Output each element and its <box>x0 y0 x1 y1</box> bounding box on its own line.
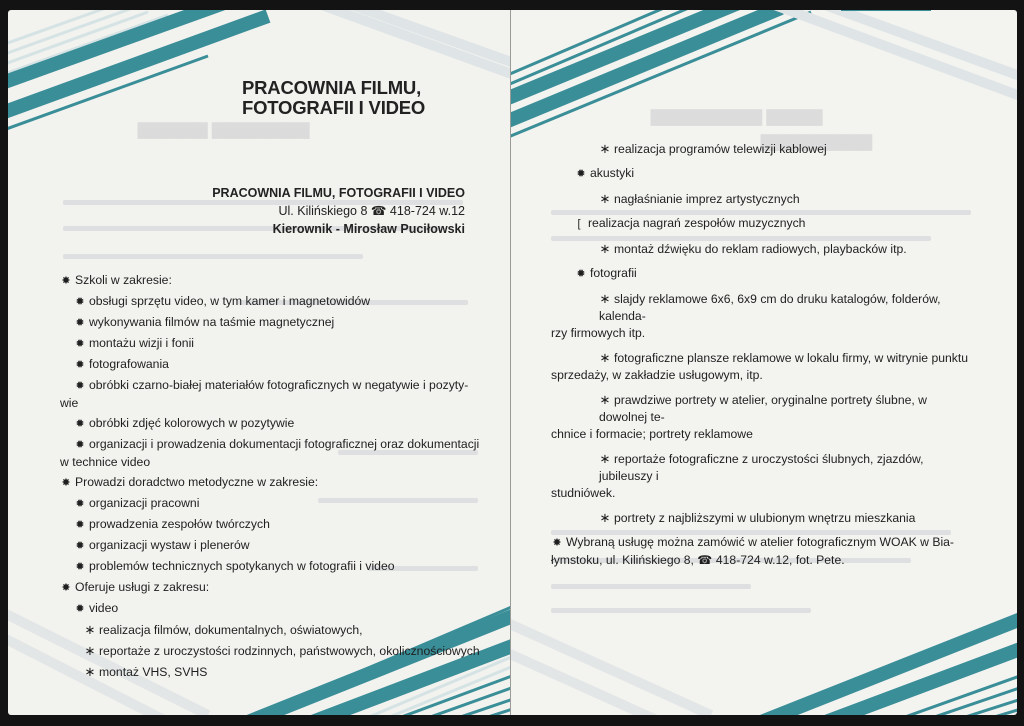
list-item <box>551 215 971 233</box>
show-through-line <box>551 584 751 589</box>
list-item-continuation: sprzedaży, w zakładzie usługowym, itp. <box>551 368 763 382</box>
left-page <box>8 10 510 715</box>
list-item <box>60 600 480 618</box>
list-item <box>60 356 480 374</box>
bullet-icon: ✹ <box>75 380 85 392</box>
services-list-left <box>60 272 480 684</box>
list-item-text: montażu wizji i fonii <box>89 336 194 350</box>
bullet-icon: ✹ <box>75 519 85 531</box>
list-item <box>551 349 971 384</box>
list-item-text: Wybraną usługę można zamówić w atelier fotograficznym WOAK w Bia- <box>566 535 954 549</box>
bullet-icon: [ <box>577 218 581 230</box>
bullet-icon: ✸ <box>61 582 71 594</box>
list-item-text: organizacji pracowni <box>89 496 200 510</box>
list-item <box>60 474 480 492</box>
right-page <box>511 10 1017 715</box>
list-item-text: fotografowania <box>89 357 169 371</box>
list-item-text: montaż VHS, SVHS <box>99 665 208 679</box>
list-item-continuation: łymstoku, ul. Kilińskiego 8, ☎ 418-724 w.12, fot. Pete. <box>551 553 845 567</box>
list-item-text: obsługi sprzętu video, w tym kamer i magnetowidów <box>89 294 371 308</box>
list-item-text: realizacja filmów, dokumentalnych, oświatowych, <box>99 623 363 637</box>
contact-name: PRACOWNIA FILMU, FOTOGRAFII I VIDEO <box>212 186 465 200</box>
list-item <box>551 290 971 342</box>
list-item <box>60 293 480 311</box>
services-list-right <box>551 140 971 576</box>
show-through-text: ▆▆▆▆▆▆▆ ▆▆▆▆▆ <box>138 118 310 138</box>
list-item-continuation: chnice i formacie; portrety reklamowe <box>551 427 753 441</box>
show-through-line <box>63 254 363 259</box>
list-item <box>60 537 480 555</box>
bullet-icon: ✹ <box>75 498 85 510</box>
list-item <box>60 495 480 513</box>
list-item <box>60 314 480 332</box>
bullet-icon: ✸ <box>61 275 71 287</box>
list-item-text: realizacja programów telewizji kablowej <box>614 142 827 156</box>
list-item-text: realizacja nagrań zespołów muzycznych <box>588 216 806 230</box>
list-item-text: Prowadzi doradctwo metodyczne w zakresie: <box>75 475 319 489</box>
list-item-text: montaż dźwięku do reklam radiowych, playbacków itp. <box>614 242 907 256</box>
asterisk-icon: ∗ <box>599 451 611 466</box>
bullet-icon: ✹ <box>75 296 85 308</box>
list-item <box>551 165 971 183</box>
list-item-text: Szkoli w zakresie: <box>75 273 172 287</box>
contact-address: Ul. Kilińskiego 8 ☎ 418-724 w.12 <box>278 204 465 218</box>
list-item-text: prowadzenia zespołów twórczych <box>89 517 270 531</box>
list-item-text: obróbki czarno-białej materiałów fotograficznych w negatywie i pozyty- <box>89 378 469 392</box>
show-through-text: ▆▆▆▆ ▆▆▆▆▆▆▆▆ <box>651 105 823 125</box>
list-item-text: Oferuje usługi z zakresu: <box>75 580 210 594</box>
list-item-text: organizacji i prowadzenia dokumentacji fotograficznej oraz dokumentacji <box>89 437 480 451</box>
list-item-text: obróbki zdjęć kolorowych w pozytywie <box>89 416 295 430</box>
bullet-icon: ✸ <box>61 477 71 489</box>
title-line: FOTOGRAFII I VIDEO <box>242 97 426 118</box>
asterisk-icon: ∗ <box>599 191 611 206</box>
list-item <box>60 663 480 681</box>
list-item-text: wykonywania filmów na taśmie magnetycznej <box>89 315 335 329</box>
page-title <box>242 78 502 118</box>
asterisk-icon: ∗ <box>84 622 96 637</box>
asterisk-icon: ∗ <box>599 392 611 407</box>
list-item-text: video <box>89 601 119 615</box>
list-item <box>551 140 971 158</box>
list-item-continuation: w technice video <box>60 455 151 469</box>
list-item-text: nagłaśnianie imprez artystycznych <box>614 192 800 206</box>
asterisk-icon: ∗ <box>84 643 96 658</box>
bullet-icon: ✸ <box>552 537 562 549</box>
bullet-icon: ✹ <box>75 561 85 573</box>
bullet-icon: ✹ <box>576 168 586 180</box>
list-item <box>60 621 480 639</box>
list-item <box>551 450 971 502</box>
list-item <box>551 534 971 569</box>
asterisk-icon: ∗ <box>599 291 611 306</box>
list-item <box>60 642 480 660</box>
list-item-text: portrety z najbliższymi w ulubionym wnętrzu mieszkania <box>614 511 916 525</box>
list-item-continuation: rzy firmowych itp. <box>551 326 646 340</box>
list-item <box>60 436 480 471</box>
list-item-text: fotografii <box>590 266 637 280</box>
list-item <box>551 391 971 443</box>
list-item <box>60 558 480 576</box>
contact-block <box>212 184 465 238</box>
list-item-continuation: wie <box>60 396 79 410</box>
list-item-text: reportaże fotograficzne z uroczystości ślubnych, zjazdów, jubileuszy i <box>599 452 924 483</box>
asterisk-icon: ∗ <box>599 241 611 256</box>
list-item <box>60 377 480 412</box>
list-item <box>60 415 480 433</box>
asterisk-icon: ∗ <box>84 664 96 679</box>
list-item <box>60 335 480 353</box>
list-item-text: organizacji wystaw i plenerów <box>89 538 250 552</box>
list-item <box>551 190 971 208</box>
list-item-text: reportaże z uroczystości rodzinnych, państwowych, okolicznościowych <box>99 644 480 658</box>
list-item-text: slajdy reklamowe 6x6, 6x9 cm do druku katalogów, folderów, kalenda- <box>599 292 941 323</box>
bullet-icon: ✹ <box>75 338 85 350</box>
list-item-text: problemów technicznych spotykanych w fotografii i video <box>89 559 395 573</box>
title-line: PRACOWNIA FILMU, <box>242 77 422 98</box>
list-item <box>60 579 480 597</box>
list-item-continuation: studniówek. <box>551 486 616 500</box>
show-through-line <box>551 608 811 613</box>
bullet-icon: ✹ <box>75 540 85 552</box>
asterisk-icon: ∗ <box>599 350 611 365</box>
contact-manager: Kierownik - Mirosław Puciłowski <box>272 222 465 236</box>
show-through-text: ▆▆▆▆▆▆▆▆ <box>761 130 872 150</box>
asterisk-icon: ∗ <box>599 510 611 525</box>
bullet-icon: ✹ <box>576 268 586 280</box>
list-item-text: fotograficzne plansze reklamowe w lokalu firmy, w witrynie punktu <box>614 351 969 365</box>
bullet-icon: ✹ <box>75 439 85 451</box>
list-item <box>551 240 971 258</box>
bullet-icon: ✹ <box>75 359 85 371</box>
list-item <box>60 516 480 534</box>
list-item-text: prawdziwe portrety w atelier, oryginalne portrety ślubne, w dowolnej te- <box>599 393 927 424</box>
bullet-icon: ✹ <box>75 603 85 615</box>
bullet-icon: ✹ <box>75 418 85 430</box>
list-item-text: akustyki <box>590 166 635 180</box>
asterisk-icon: ∗ <box>599 141 611 156</box>
list-item <box>551 265 971 283</box>
list-item <box>60 272 480 290</box>
list-item <box>551 509 971 527</box>
bullet-icon: ✹ <box>75 317 85 329</box>
